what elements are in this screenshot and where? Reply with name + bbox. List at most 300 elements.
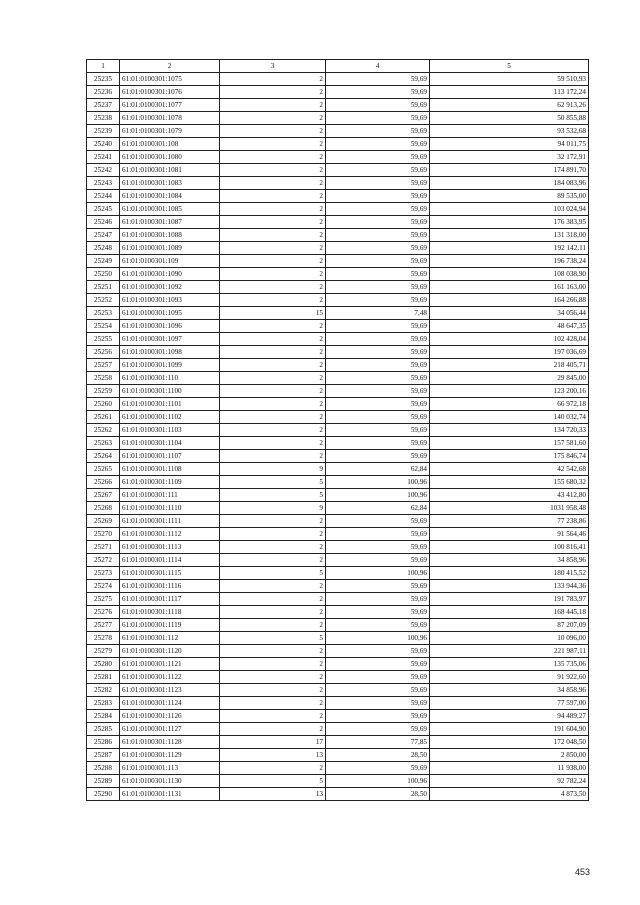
col3-value-cell: 2 [220, 268, 326, 281]
row-number-cell: 25239 [87, 125, 120, 138]
cadastral-number-cell: 61:01:0100301:1120 [120, 645, 220, 658]
row-number-cell: 25237 [87, 99, 120, 112]
table-row [87, 788, 589, 801]
col5-value-cell: 34 056,44 [430, 307, 589, 320]
table-row [87, 749, 589, 762]
table-row [87, 502, 589, 515]
col5-value-cell: 161 163,00 [430, 281, 589, 294]
row-number-cell: 25282 [87, 684, 120, 697]
cadastral-number-cell: 61:01:0100301:1085 [120, 203, 220, 216]
col4-value-cell: 59,69 [326, 86, 430, 99]
row-number-cell: 25288 [87, 762, 120, 775]
col4-value-cell: 100,96 [326, 567, 430, 580]
row-number-cell: 25272 [87, 554, 120, 567]
row-number-cell: 25281 [87, 671, 120, 684]
col5-value-cell: 1031 958,48 [430, 502, 589, 515]
col5-value-cell: 94 011,75 [430, 138, 589, 151]
cadastral-number-cell: 61:01:0100301:1126 [120, 710, 220, 723]
col3-value-cell: 2 [220, 424, 326, 437]
table-header [87, 60, 589, 73]
table-row [87, 463, 589, 476]
col5-value-cell: 4 873,50 [430, 788, 589, 801]
col4-value-cell: 59,69 [326, 138, 430, 151]
row-number-cell: 25276 [87, 606, 120, 619]
row-number-cell: 25245 [87, 203, 120, 216]
col3-value-cell: 2 [220, 281, 326, 294]
col4-value-cell: 62,84 [326, 463, 430, 476]
col4-value-cell: 59,69 [326, 762, 430, 775]
row-number-cell: 25290 [87, 788, 120, 801]
col3-value-cell: 17 [220, 736, 326, 749]
cadastral-number-cell: 61:01:0100301:1097 [120, 333, 220, 346]
cadastral-number-cell: 61:01:0100301:1083 [120, 177, 220, 190]
col5-value-cell: 164 266,88 [430, 294, 589, 307]
col3-value-cell: 2 [220, 346, 326, 359]
cadastral-number-cell: 61:01:0100301:1127 [120, 723, 220, 736]
table-row [87, 294, 589, 307]
row-number-cell: 25275 [87, 593, 120, 606]
col5-value-cell: 108 038,90 [430, 268, 589, 281]
cadastral-number-cell: 61:01:0100301:1089 [120, 242, 220, 255]
row-number-cell: 25256 [87, 346, 120, 359]
col3-value-cell: 2 [220, 229, 326, 242]
col4-value-cell: 59,69 [326, 99, 430, 112]
cadastral-number-cell: 61:01:0100301:1077 [120, 99, 220, 112]
cadastral-number-cell: 61:01:0100301:1087 [120, 216, 220, 229]
table-row [87, 710, 589, 723]
col3-value-cell: 2 [220, 177, 326, 190]
cadastral-number-cell: 61:01:0100301:1076 [120, 86, 220, 99]
table-row [87, 138, 589, 151]
cadastral-number-cell: 61:01:0100301:1104 [120, 437, 220, 450]
col3-value-cell: 5 [220, 489, 326, 502]
col5-value-cell: 42 542,68 [430, 463, 589, 476]
col4-value-cell: 59,69 [326, 411, 430, 424]
cadastral-number-cell: 61:01:0100301:1092 [120, 281, 220, 294]
row-number-cell: 25259 [87, 385, 120, 398]
col3-value-cell: 2 [220, 528, 326, 541]
col5-value-cell: 48 647,35 [430, 320, 589, 333]
col4-value-cell: 28,50 [326, 749, 430, 762]
col3-value-cell: 9 [220, 463, 326, 476]
table-row [87, 489, 589, 502]
table-row [87, 112, 589, 125]
col4-value-cell: 59,69 [326, 606, 430, 619]
table-row [87, 216, 589, 229]
col5-value-cell: 175 846,74 [430, 450, 589, 463]
cadastral-number-cell: 61:01:0100301:1080 [120, 151, 220, 164]
cadastral-number-cell: 61:01:0100301:1119 [120, 619, 220, 632]
col3-value-cell: 13 [220, 788, 326, 801]
table-row [87, 762, 589, 775]
cadastral-number-cell: 61:01:0100301:1113 [120, 541, 220, 554]
col4-value-cell: 59,69 [326, 593, 430, 606]
row-number-cell: 25254 [87, 320, 120, 333]
col3-value-cell: 2 [220, 73, 326, 86]
col4-value-cell: 59,69 [326, 437, 430, 450]
cadastral-number-cell: 61:01:0100301:1117 [120, 593, 220, 606]
table-row [87, 242, 589, 255]
col3-value-cell: 2 [220, 411, 326, 424]
row-number-cell: 25266 [87, 476, 120, 489]
col5-value-cell: 66 972,18 [430, 398, 589, 411]
col4-value-cell: 59,69 [326, 255, 430, 268]
row-number-cell: 25264 [87, 450, 120, 463]
cadastral-number-cell: 61:01:0100301:1115 [120, 567, 220, 580]
col3-value-cell: 2 [220, 697, 326, 710]
col3-value-cell: 2 [220, 216, 326, 229]
table-row [87, 775, 589, 788]
col5-value-cell: 140 032,74 [430, 411, 589, 424]
cadastral-number-cell: 61:01:0100301:1121 [120, 658, 220, 671]
col5-value-cell: 87 207,09 [430, 619, 589, 632]
col3-value-cell: 2 [220, 242, 326, 255]
table-row [87, 346, 589, 359]
col5-value-cell: 131 318,00 [430, 229, 589, 242]
col3-value-cell: 2 [220, 125, 326, 138]
row-number-cell: 25242 [87, 164, 120, 177]
table-row [87, 476, 589, 489]
col5-value-cell: 93 532,68 [430, 125, 589, 138]
table-row [87, 723, 589, 736]
col4-value-cell: 100,96 [326, 476, 430, 489]
col5-value-cell: 103 024,94 [430, 203, 589, 216]
cadastral-number-cell: 61:01:0100301:1123 [120, 684, 220, 697]
col3-value-cell: 13 [220, 749, 326, 762]
row-number-cell: 25247 [87, 229, 120, 242]
table-row [87, 385, 589, 398]
table-row [87, 268, 589, 281]
row-number-cell: 25258 [87, 372, 120, 385]
table-row [87, 359, 589, 372]
col4-value-cell: 28,50 [326, 788, 430, 801]
table-row [87, 73, 589, 86]
col3-value-cell: 5 [220, 567, 326, 580]
col4-value-cell: 59,69 [326, 294, 430, 307]
col3-value-cell: 2 [220, 151, 326, 164]
col3-value-cell: 5 [220, 775, 326, 788]
row-number-cell: 25269 [87, 515, 120, 528]
col3-value-cell: 2 [220, 164, 326, 177]
col4-value-cell: 59,69 [326, 216, 430, 229]
row-number-cell: 25279 [87, 645, 120, 658]
row-number-cell: 25243 [87, 177, 120, 190]
col4-value-cell: 59,69 [326, 242, 430, 255]
row-number-cell: 25236 [87, 86, 120, 99]
table-row [87, 671, 589, 684]
col3-value-cell: 2 [220, 645, 326, 658]
row-number-cell: 25278 [87, 632, 120, 645]
col3-value-cell: 2 [220, 554, 326, 567]
cadastral-number-cell: 61:01:0100301:1078 [120, 112, 220, 125]
table-row [87, 164, 589, 177]
col3-value-cell: 2 [220, 658, 326, 671]
col5-value-cell: 89 535,00 [430, 190, 589, 203]
table-row [87, 567, 589, 580]
table-row [87, 619, 589, 632]
col3-value-cell: 2 [220, 333, 326, 346]
row-number-cell: 25253 [87, 307, 120, 320]
row-number-cell: 25270 [87, 528, 120, 541]
col5-value-cell: 135 735,06 [430, 658, 589, 671]
row-number-cell: 25246 [87, 216, 120, 229]
row-number-cell: 25286 [87, 736, 120, 749]
table-row [87, 177, 589, 190]
col5-value-cell: 77 238,86 [430, 515, 589, 528]
col5-value-cell: 174 891,70 [430, 164, 589, 177]
row-number-cell: 25285 [87, 723, 120, 736]
cadastral-number-cell: 61:01:0100301:1107 [120, 450, 220, 463]
row-number-cell: 25257 [87, 359, 120, 372]
col3-value-cell: 2 [220, 112, 326, 125]
row-number-cell: 25252 [87, 294, 120, 307]
col4-value-cell: 100,96 [326, 632, 430, 645]
table-row [87, 580, 589, 593]
row-number-cell: 25267 [87, 489, 120, 502]
header-cell-4: 4 [326, 60, 430, 73]
table-row [87, 697, 589, 710]
cadastral-number-cell: 61:01:0100301:1116 [120, 580, 220, 593]
row-number-cell: 25289 [87, 775, 120, 788]
col3-value-cell: 2 [220, 541, 326, 554]
col4-value-cell: 59,69 [326, 268, 430, 281]
row-number-cell: 25277 [87, 619, 120, 632]
col5-value-cell: 91 922,60 [430, 671, 589, 684]
col3-value-cell: 2 [220, 398, 326, 411]
cadastral-number-cell: 61:01:0100301:1093 [120, 294, 220, 307]
table-row [87, 320, 589, 333]
cadastral-number-cell: 61:01:0100301:110 [120, 372, 220, 385]
cadastral-number-cell: 61:01:0100301:1103 [120, 424, 220, 437]
col5-value-cell: 123 200,16 [430, 385, 589, 398]
col5-value-cell: 29 845,00 [430, 372, 589, 385]
col5-value-cell: 91 564,46 [430, 528, 589, 541]
col5-value-cell: 197 036,69 [430, 346, 589, 359]
col5-value-cell: 100 816,41 [430, 541, 589, 554]
col4-value-cell: 59,69 [326, 671, 430, 684]
row-number-cell: 25284 [87, 710, 120, 723]
col5-value-cell: 218 405,71 [430, 359, 589, 372]
page-number: 453 [574, 867, 590, 877]
table-row [87, 203, 589, 216]
col3-value-cell: 2 [220, 190, 326, 203]
table-row [87, 424, 589, 437]
cadastral-number-cell: 61:01:0100301:1129 [120, 749, 220, 762]
cadastral-number-cell: 61:01:0100301:1100 [120, 385, 220, 398]
col3-value-cell: 2 [220, 359, 326, 372]
col5-value-cell: 92 782,24 [430, 775, 589, 788]
row-number-cell: 25273 [87, 567, 120, 580]
col4-value-cell: 59,69 [326, 528, 430, 541]
col4-value-cell: 59,69 [326, 164, 430, 177]
col4-value-cell: 59,69 [326, 541, 430, 554]
col5-value-cell: 10 096,00 [430, 632, 589, 645]
table-row [87, 645, 589, 658]
cadastral-number-cell: 61:01:0100301:111 [120, 489, 220, 502]
table-row [87, 372, 589, 385]
cadastral-number-cell: 61:01:0100301:1110 [120, 502, 220, 515]
col3-value-cell: 9 [220, 502, 326, 515]
col3-value-cell: 2 [220, 385, 326, 398]
row-number-cell: 25251 [87, 281, 120, 294]
table-row [87, 606, 589, 619]
row-number-cell: 25263 [87, 437, 120, 450]
col4-value-cell: 59,69 [326, 229, 430, 242]
col4-value-cell: 100,96 [326, 489, 430, 502]
table-row [87, 151, 589, 164]
col4-value-cell: 59,69 [326, 723, 430, 736]
col4-value-cell: 100,96 [326, 775, 430, 788]
col3-value-cell: 2 [220, 138, 326, 151]
table-row [87, 541, 589, 554]
table-row [87, 554, 589, 567]
col3-value-cell: 2 [220, 320, 326, 333]
cadastral-number-cell: 61:01:0100301:1101 [120, 398, 220, 411]
table-row [87, 450, 589, 463]
col5-value-cell: 102 428,04 [430, 333, 589, 346]
col5-value-cell: 191 604,90 [430, 723, 589, 736]
col5-value-cell: 50 855,88 [430, 112, 589, 125]
table-row [87, 190, 589, 203]
col5-value-cell: 43 412,80 [430, 489, 589, 502]
row-number-cell: 25271 [87, 541, 120, 554]
col4-value-cell: 59,69 [326, 73, 430, 86]
col4-value-cell: 59,69 [326, 385, 430, 398]
row-number-cell: 25240 [87, 138, 120, 151]
cadastral-number-cell: 61:01:0100301:113 [120, 762, 220, 775]
col5-value-cell: 34 858,96 [430, 684, 589, 697]
col5-value-cell: 32 172,91 [430, 151, 589, 164]
table-row [87, 255, 589, 268]
table-header-row [87, 60, 589, 73]
col4-value-cell: 59,69 [326, 320, 430, 333]
row-number-cell: 25274 [87, 580, 120, 593]
cadastral-number-cell: 61:01:0100301:1096 [120, 320, 220, 333]
cadastral-number-cell: 61:01:0100301:1102 [120, 411, 220, 424]
header-cell-5: 5 [430, 60, 589, 73]
col5-value-cell: 133 944,36 [430, 580, 589, 593]
row-number-cell: 25287 [87, 749, 120, 762]
table-row [87, 528, 589, 541]
col5-value-cell: 184 083,96 [430, 177, 589, 190]
col4-value-cell: 59,69 [326, 554, 430, 567]
cadastral-number-cell: 61:01:0100301:112 [120, 632, 220, 645]
cadastral-number-cell: 61:01:0100301:109 [120, 255, 220, 268]
cadastral-number-cell: 61:01:0100301:1122 [120, 671, 220, 684]
col4-value-cell: 59,69 [326, 372, 430, 385]
col3-value-cell: 2 [220, 723, 326, 736]
cadastral-number-cell: 61:01:0100301:1079 [120, 125, 220, 138]
col5-value-cell: 113 172,24 [430, 86, 589, 99]
col4-value-cell: 59,69 [326, 450, 430, 463]
row-number-cell: 25283 [87, 697, 120, 710]
col4-value-cell: 7,48 [326, 307, 430, 320]
table-row [87, 632, 589, 645]
row-number-cell: 25250 [87, 268, 120, 281]
cadastral-number-cell: 61:01:0100301:1130 [120, 775, 220, 788]
col4-value-cell: 59,69 [326, 112, 430, 125]
col5-value-cell: 2 850,00 [430, 749, 589, 762]
cadastral-number-cell: 61:01:0100301:1111 [120, 515, 220, 528]
cadastral-number-cell: 61:01:0100301:108 [120, 138, 220, 151]
row-number-cell: 25265 [87, 463, 120, 476]
row-number-cell: 25268 [87, 502, 120, 515]
col4-value-cell: 59,69 [326, 424, 430, 437]
table-body [87, 73, 589, 801]
col4-value-cell: 59,69 [326, 333, 430, 346]
col3-value-cell: 2 [220, 606, 326, 619]
table-row [87, 398, 589, 411]
col4-value-cell: 59,69 [326, 190, 430, 203]
cadastral-number-cell: 61:01:0100301:1112 [120, 528, 220, 541]
col5-value-cell: 221 987,11 [430, 645, 589, 658]
table-row [87, 333, 589, 346]
cadastral-number-cell: 61:01:0100301:1099 [120, 359, 220, 372]
col5-value-cell: 134 720,33 [430, 424, 589, 437]
row-number-cell: 25262 [87, 424, 120, 437]
table-row [87, 99, 589, 112]
col4-value-cell: 59,69 [326, 580, 430, 593]
table-row [87, 411, 589, 424]
cadastral-number-cell: 61:01:0100301:1075 [120, 73, 220, 86]
table-row [87, 593, 589, 606]
col3-value-cell: 2 [220, 372, 326, 385]
col3-value-cell: 2 [220, 684, 326, 697]
cadastral-number-cell: 61:01:0100301:1084 [120, 190, 220, 203]
row-number-cell: 25280 [87, 658, 120, 671]
col5-value-cell: 94 489,27 [430, 710, 589, 723]
col5-value-cell: 176 383,95 [430, 216, 589, 229]
cadastral-number-cell: 61:01:0100301:1108 [120, 463, 220, 476]
col4-value-cell: 59,69 [326, 684, 430, 697]
col4-value-cell: 62,84 [326, 502, 430, 515]
row-number-cell: 25255 [87, 333, 120, 346]
row-number-cell: 25235 [87, 73, 120, 86]
col5-value-cell: 155 680,32 [430, 476, 589, 489]
col4-value-cell: 59,69 [326, 359, 430, 372]
col4-value-cell: 59,69 [326, 658, 430, 671]
col3-value-cell: 2 [220, 437, 326, 450]
col5-value-cell: 196 738,24 [430, 255, 589, 268]
col3-value-cell: 5 [220, 476, 326, 489]
row-number-cell: 25261 [87, 411, 120, 424]
table-row [87, 684, 589, 697]
col3-value-cell: 2 [220, 255, 326, 268]
col3-value-cell: 2 [220, 99, 326, 112]
col3-value-cell: 2 [220, 593, 326, 606]
cadastral-number-cell: 61:01:0100301:1090 [120, 268, 220, 281]
col3-value-cell: 5 [220, 632, 326, 645]
table-row [87, 86, 589, 99]
row-number-cell: 25248 [87, 242, 120, 255]
col5-value-cell: 157 581,60 [430, 437, 589, 450]
col3-value-cell: 2 [220, 450, 326, 463]
col5-value-cell: 77 597,00 [430, 697, 589, 710]
cadastral-number-cell: 61:01:0100301:1118 [120, 606, 220, 619]
table-row [87, 281, 589, 294]
header-cell-3: 3 [220, 60, 326, 73]
col4-value-cell: 59,69 [326, 515, 430, 528]
col4-value-cell: 59,69 [326, 177, 430, 190]
cadastral-number-cell: 61:01:0100301:1088 [120, 229, 220, 242]
col5-value-cell: 62 913,26 [430, 99, 589, 112]
cadastral-data-table [86, 59, 589, 801]
col4-value-cell: 59,69 [326, 619, 430, 632]
row-number-cell: 25241 [87, 151, 120, 164]
col4-value-cell: 59,69 [326, 645, 430, 658]
col5-value-cell: 34 858,96 [430, 554, 589, 567]
col5-value-cell: 59 510,93 [430, 73, 589, 86]
